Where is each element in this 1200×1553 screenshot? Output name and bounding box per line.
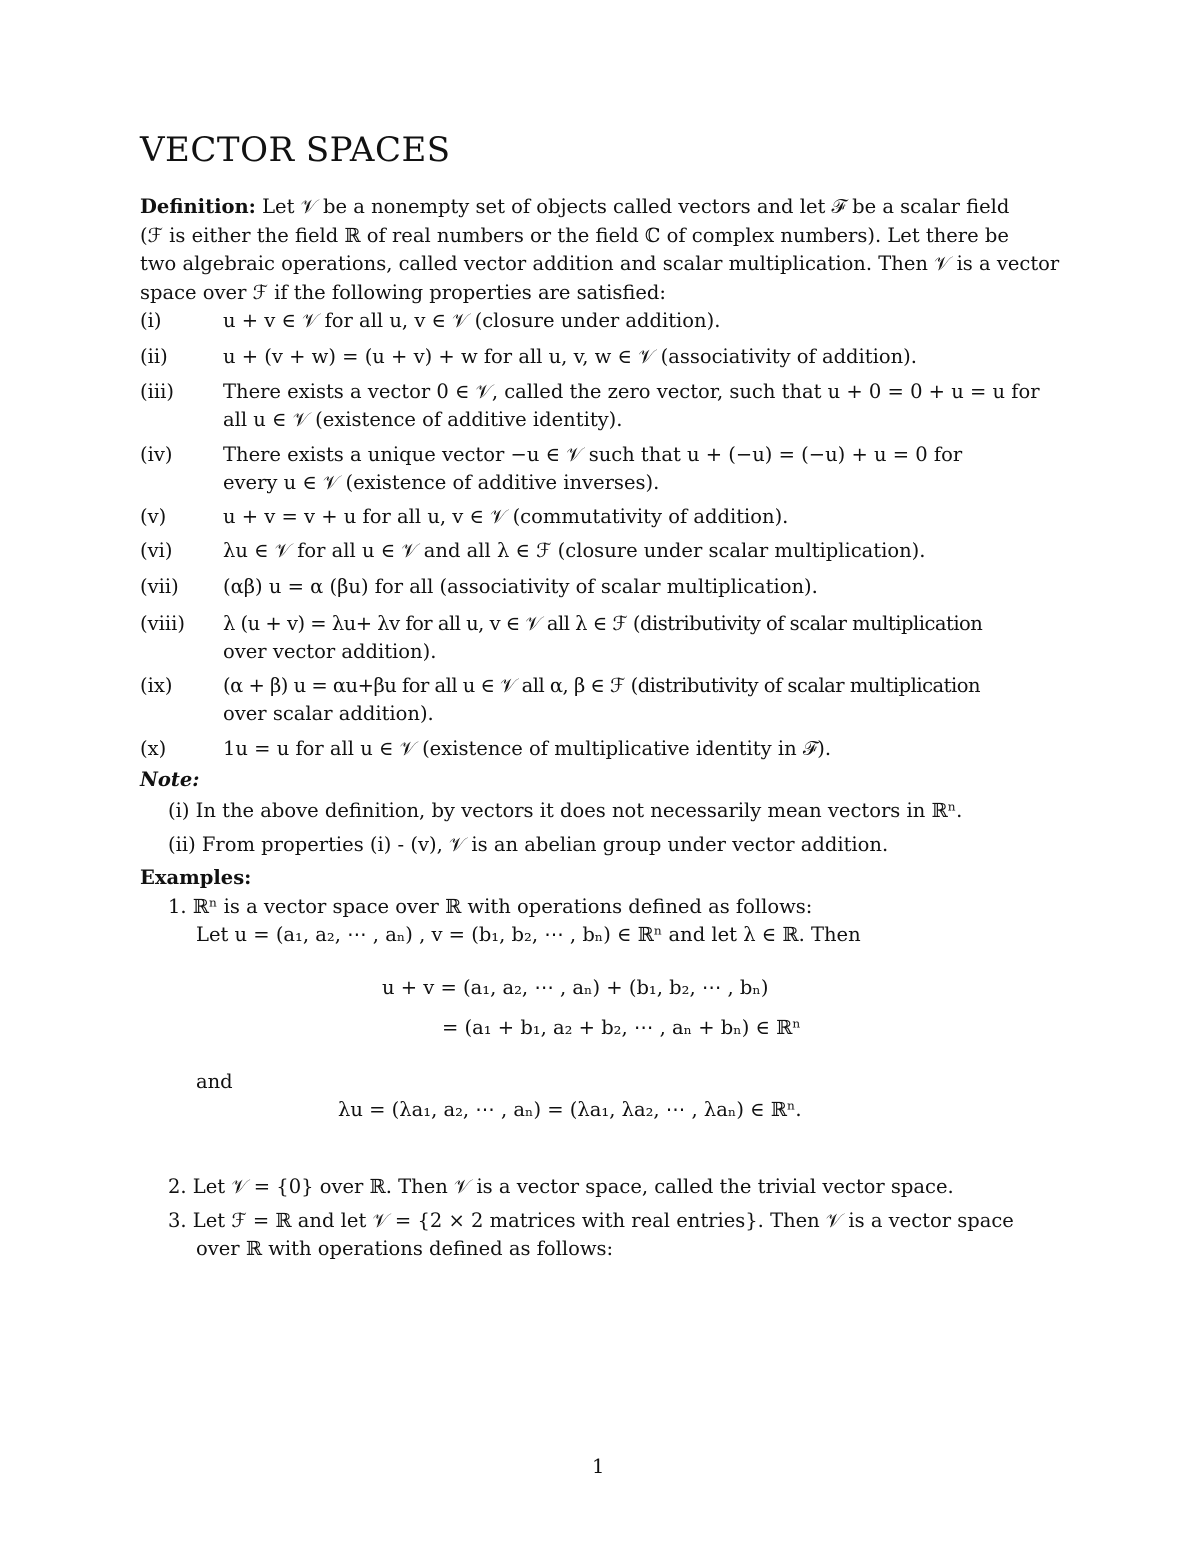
note-item-label: (i) <box>168 799 190 822</box>
note-label: Note: <box>140 768 200 791</box>
property-text: λu ∈ 𝒱 for all u ∈ 𝒱 and all λ ∈ ℱ (closure under scalar multiplication). <box>223 539 926 562</box>
property-continuation: all u ∈ 𝒱 (existence of additive identity). <box>223 408 623 431</box>
example-2: 2. Let 𝒱 = {0} over ℝ. Then 𝒱 is a vector space, called the trivial vector space. <box>168 1175 954 1198</box>
property-label: (x) <box>140 737 167 760</box>
property-label: (vi) <box>140 539 173 562</box>
note-item-text: In the above definition, by vectors it does not necessarily mean vectors in ℝⁿ. <box>195 799 963 822</box>
equation-scalar: λu = (λa₁, a₂, ⋯ , aₙ) = (λa₁, λa₂, ⋯ , λaₙ) ∈ ℝⁿ. <box>338 1098 802 1121</box>
property-text: There exists a vector 0 ∈ 𝒱, called the zero vector, such that u + 0 = 0 + u = u for <box>223 380 1040 403</box>
definition-line-3: two algebraic operations, called vector addition and scalar multiplication. Then 𝒱 is a vector <box>140 252 1060 275</box>
property-text: u + v ∈ 𝒱 for all u, v ∈ 𝒱 (closure under addition). <box>223 309 721 332</box>
definition-line-1 <box>140 193 1009 221</box>
example-3-line-2: over ℝ with operations defined as follows: <box>196 1237 614 1260</box>
definition-line-2: (ℱ is either the field ℝ of real numbers or the field ℂ of complex numbers). Let there be <box>140 224 1009 247</box>
page-number: 1 <box>592 1455 605 1478</box>
property-label: (iii) <box>140 380 174 403</box>
example-1-line-2: Let u = (a₁, a₂, ⋯ , aₙ) , v = (b₁, b₂, ⋯ , bₙ) ∈ ℝⁿ and let λ ∈ ℝ. Then <box>196 923 861 946</box>
and-text: and <box>196 1070 233 1093</box>
property-label: (i) <box>140 309 162 332</box>
property-label: (vii) <box>140 575 179 598</box>
property-label: (viii) <box>140 612 185 635</box>
note-item <box>168 797 962 825</box>
property-label: (iv) <box>140 443 173 466</box>
example-3-line-1: 3. Let ℱ = ℝ and let 𝒱 = {2 × 2 matrices with real entries}. Then 𝒱 is a vector space <box>168 1209 1014 1232</box>
property-text: There exists a unique vector −u ∈ 𝒱 such that u + (−u) = (−u) + u = 0 for <box>223 443 963 466</box>
note-item-text: From properties (i) - (v), 𝒱 is an abelian group under vector addition. <box>201 833 889 856</box>
property-text: (α + β) u = αu+βu for all u ∈ 𝒱 all α, β ∈ ℱ (distributivity of scalar multiplication <box>223 674 981 697</box>
note-item <box>168 831 888 859</box>
property-continuation: over vector addition). <box>223 640 437 663</box>
definition-label: Definition: <box>140 195 256 218</box>
property-text: u + v = v + u for all u, v ∈ 𝒱 (commutativity of addition). <box>223 505 789 528</box>
definition-text-1: Let 𝒱 be a nonempty set of objects called vectors and let ℱ be a scalar field <box>262 195 1010 218</box>
property-continuation: over scalar addition). <box>223 702 434 725</box>
property-text: u + (v + w) = (u + v) + w for all u, v, w ∈ 𝒱 (associativity of addition). <box>223 345 917 368</box>
page-title: VECTOR SPACES <box>140 130 451 170</box>
property-label: (ii) <box>140 345 168 368</box>
examples-label: Examples: <box>140 866 252 889</box>
equation-sum-line-1: u + v = (a₁, a₂, ⋯ , aₙ) + (b₁, b₂, ⋯ , bₙ) <box>382 976 769 999</box>
equation-sum-line-2: = (a₁ + b₁, a₂ + b₂, ⋯ , aₙ + bₙ) ∈ ℝⁿ <box>442 1016 801 1039</box>
property-text: λ (u + v) = λu+ λv for all u, v ∈ 𝒱 all λ ∈ ℱ (distributivity of scalar multiplication <box>223 612 983 635</box>
definition-line-4: space over ℱ if the following properties are satisfied: <box>140 281 666 304</box>
property-label: (ix) <box>140 674 173 697</box>
property-label: (v) <box>140 505 167 528</box>
example-1-line-1: 1. ℝⁿ is a vector space over ℝ with operations defined as follows: <box>168 895 813 918</box>
note-item-label: (ii) <box>168 833 196 856</box>
property-text: 1u = u for all u ∈ 𝒱 (existence of multiplicative identity in ℱ). <box>223 737 832 760</box>
property-text: (αβ) u = α (βu) for all (associativity of scalar multiplication). <box>223 575 818 598</box>
property-continuation: every u ∈ 𝒱 (existence of additive inverses). <box>223 471 660 494</box>
